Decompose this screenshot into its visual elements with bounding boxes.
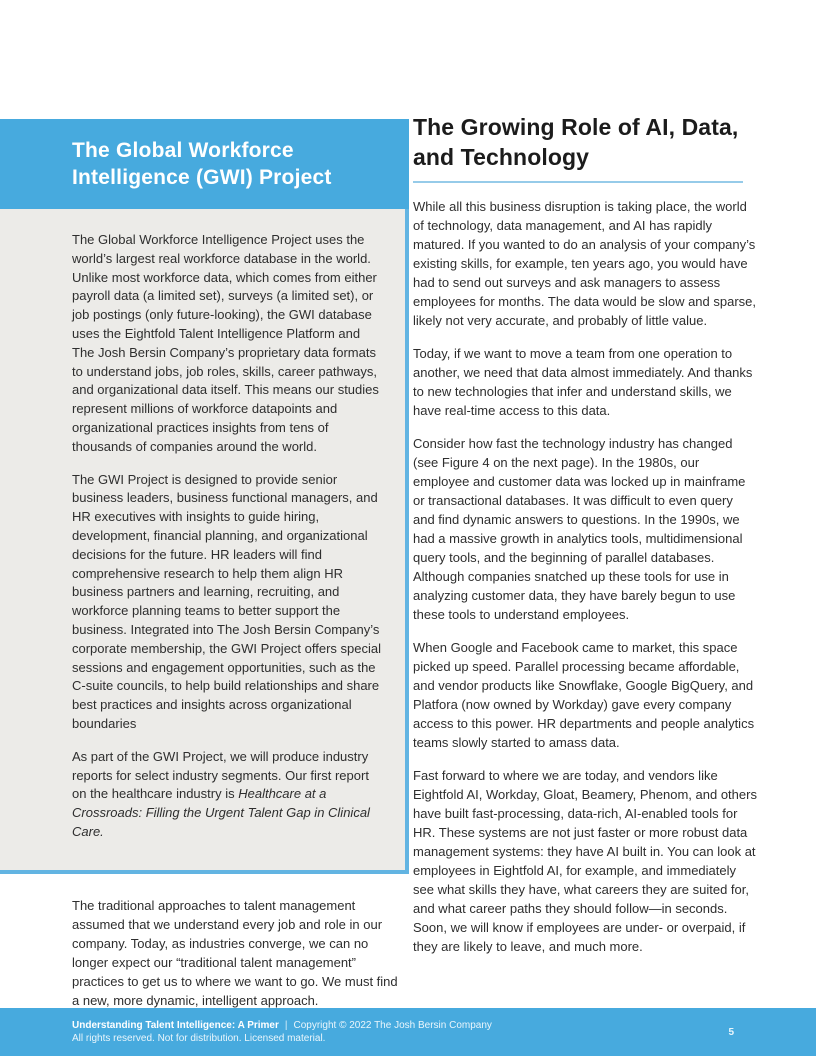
gwi-box-body (0, 209, 409, 874)
body-paragraph-2: Today, if we want to move a team from one operation to another, we need that data almost immediately. And thanks to new technologies that infer and understand skills, we have real-time access to this data. (413, 346, 753, 418)
page-number: 5 (728, 1026, 734, 1038)
heading-underline-rule (413, 181, 743, 183)
left-column (0, 119, 409, 1010)
gwi-paragraph-3-regular: As part of the GWI Project, we will produce industry reports for select industry segments. Our first report on the healthcare industry is (72, 748, 369, 802)
footer-text-block (0, 1019, 728, 1046)
gwi-paragraph-3-report-title: Healthcare at a Crossroads: Filling the Urgent Talent Gap in Clinical Care. (72, 786, 370, 839)
gwi-callout-box (0, 119, 409, 874)
body-paragraph-1: While all this business disruption is taking place, the world of technology, data management, and AI has rapidly matured. If you wanted to do an analysis of your company’s existing skills, for example, ten years ago, you would have had to send out surveys and ask managers to assess employees for months. The data would be slow and sparse, likely not very accurate, and probably of little value. (413, 199, 757, 328)
section-heading-line2: and Technology (413, 144, 590, 170)
gwi-paragraph-3 (72, 748, 385, 842)
footer-line1 (72, 1019, 728, 1033)
body-paragraph-4: When Google and Facebook came to market, this space picked up speed. Parallel processing became affordable, and vendor products like Snowflake, Google BigQuery, and Platfora (now owned by Workday) gave every company access to this power. HR departments and people analytics teams slowly started to amass data. (413, 640, 755, 750)
body-paragraph-3: Consider how fast the technology industry has changed (see Figure 4 on the next page). In the 1980s, our employee and customer data was locked up in mainframe or transactional databases. It was difficult to even query and find dynamic answers to questions. In the 1990s, we had a massive growth in analytics tools, multidimensional query tools, and the beginning of parallel databases. Although companies snatched up these tools for use in analyzing customer data, they have barely begun to use these tools to understand employees. (413, 436, 746, 622)
page-footer (0, 1008, 816, 1056)
gwi-box-title-line1: The Global Workforce (72, 138, 294, 162)
gwi-paragraph-2: The GWI Project is designed to provide senior business leaders, business functional managers, and HR executives with insights to guide hiring, development, financial planning, and organizational decisions for the future. HR leaders will find comprehensive research to help them align HR business partners and learning, recruiting, and workforce planning teams to better support the business. Integrated into The Josh Bersin Company’s corporate membership, the GWI Project offers special sessions and engagement opportunities, such as the C-suite councils, to help build relationships and share best practices and insights across organizational boundaries (72, 471, 381, 731)
gwi-box-title-line2: Intelligence (GWI) Project (72, 166, 332, 189)
footer-doc-title: Understanding Talent Intelligence: A Primer (72, 1019, 279, 1031)
footer-copyright: Copyright © 2022 The Josh Bersin Company (293, 1019, 492, 1031)
footer-rights: All rights reserved. Not for distribution. Licensed material. (72, 1033, 326, 1044)
footer-separator: | (284, 1019, 288, 1031)
gwi-box-header (0, 119, 409, 209)
body-paragraph-5: Fast forward to where we are today, and vendors like Eightfold AI, Workday, Gloat, Beamery, Phenom, and others have built fast-processing, data-rich, AI-enabled tools for HR. These systems are not just faster or more robust data management systems: they have AI built in. You can look at employees in Eightfold AI, for example, and immediately see what skills they have, what careers they are suited for, and what career paths they should follow—in seconds. Soon, we will know if employees are under- or overpaid, if they are likely to leave, and much more. (413, 768, 757, 954)
section-heading-line1: The Growing Role of AI, Data, (413, 114, 739, 140)
section-heading (413, 112, 758, 172)
right-column (413, 112, 758, 956)
gwi-paragraph-1: The Global Workforce Intelligence Project uses the world’s largest real workforce database in the world. Unlike most workforce data, which comes from either payroll data (a limited set), surveys (a limited set), or job postings (only future-looking), the GWI database uses the Eightfold Talent Intelligence Platform and The Josh Bersin Company’s proprietary data formats to understand jobs, job roles, skills, career pathways, and organizational data itself. This means our studies represent millions of workforce datapoints and organizational practices insights from tens of thousands of companies around the world. (72, 232, 379, 454)
closing-paragraph: The traditional approaches to talent management assumed that we understand every job and role in our company. Today, as industries converge, we can no longer expect our “traditional talent management” practices to get us to where we want to go. We must find a new, more dynamic, intelligent approach. (72, 897, 398, 1008)
